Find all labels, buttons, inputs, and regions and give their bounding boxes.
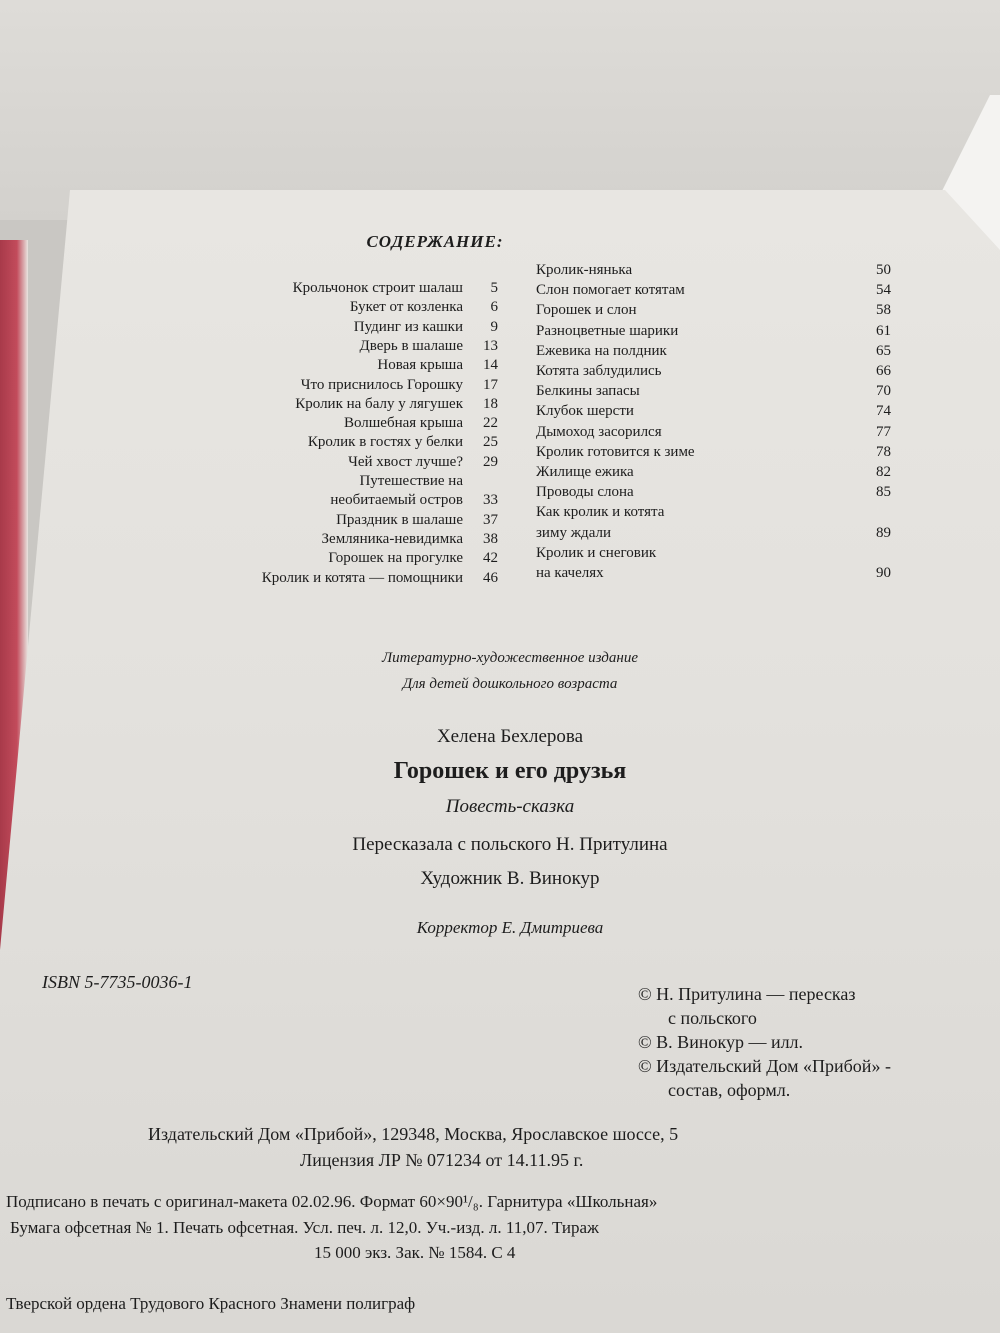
print-line-3: 15 000 экз. Зак. № 1584. С 4: [314, 1243, 516, 1262]
print-line-2: Бумага офсетная № 1. Печать офсетная. Усл. печ. л. 12,0. Уч.-изд. л. 11,07. Тираж: [10, 1218, 599, 1237]
toc-entry: [128, 396, 498, 416]
toc-entry-title: Букет от козленка: [349, 299, 463, 316]
toc-entry-title: Волшебная крыша: [343, 415, 463, 432]
toc-entry-page: 37: [483, 511, 498, 528]
toc-entry: [128, 434, 498, 454]
toc-entry: [536, 343, 891, 363]
toc-entry-title: Белкины запасы: [536, 383, 640, 400]
toc-entry-title: Праздник в шалаше: [336, 511, 463, 528]
toc-entry-title: Жилище ежика: [536, 464, 634, 480]
toc-entry: [536, 565, 891, 585]
toc-entry: [536, 424, 891, 444]
toc-entry-page: 38: [483, 530, 498, 547]
author: Хелена Бехлерова: [436, 726, 584, 747]
toc-entry-page: 33: [483, 492, 498, 509]
book-title: Горошек и его друзья: [393, 758, 627, 784]
toc-entry-page: 85: [876, 484, 891, 501]
toc-entry-title: Пудинг из кашки: [353, 318, 463, 335]
toc-entry-page: 66: [876, 363, 891, 379]
toc-entry: [536, 545, 891, 565]
copyright-line-3: © В. Винокур — илл.: [638, 1032, 804, 1052]
toc-entry-title: Дымоход засорился: [536, 423, 662, 440]
publisher: Издательский Дом «Прибой», 129348, Москва, Ярославское шоссе, 5: [148, 1124, 679, 1144]
toc-entry-title: Горошек и слон: [536, 302, 637, 319]
toc-entry-title: Земляника-невидимка: [321, 530, 463, 547]
toc-entry-page: 17: [483, 376, 498, 393]
toc-entry-title: Ежевика на полдник: [536, 342, 667, 359]
toc-entry: [128, 454, 498, 474]
toc-entry-page: 50: [876, 262, 891, 278]
toc-entry-page: 18: [483, 395, 498, 412]
toc-entry-page: 29: [483, 453, 498, 470]
license: Лицензия ЛР № 071234 от 14.11.95 г.: [300, 1150, 584, 1170]
corrector: Корректор Е. Дмитриева: [416, 918, 604, 937]
toc-entry: [128, 415, 498, 435]
genre: Повесть-сказка: [445, 796, 575, 817]
toc-entry: [536, 504, 891, 524]
toc-entry-page: 61: [876, 322, 891, 339]
toc-entry-title: Дверь в шалаше: [359, 337, 463, 354]
toc-entry-title: Проводы слона: [536, 484, 634, 501]
toc-entry-title: Клубок шерсти: [536, 403, 634, 420]
toc-entry-page: 70: [876, 383, 891, 400]
toc-entry-page: 6: [490, 299, 498, 316]
toc-entry: [536, 525, 891, 545]
toc-entry: [128, 319, 498, 339]
toc-entry-title: Кролик в гостях у белки: [307, 434, 463, 451]
toc-entry-title: Чей хвост лучше?: [348, 453, 463, 470]
toc-entry-page: 5: [490, 280, 498, 296]
toc-entry-title: Горошек на прогулке: [328, 550, 463, 567]
toc-entry-page: 22: [483, 415, 498, 432]
toc-entry-page: 82: [876, 464, 891, 480]
toc-entry-title: Путешествие на: [359, 473, 463, 489]
toc-entry: [128, 531, 498, 551]
toc-entry: [536, 464, 891, 484]
edition-type: Литературно-художественное издание: [382, 650, 638, 666]
toc-entry: [536, 323, 891, 343]
toc-title: СОДЕРЖАНИЕ:: [366, 232, 504, 251]
toc-entry: [536, 484, 891, 504]
toc-entry: [536, 363, 891, 383]
toc-entry-page: 42: [483, 550, 498, 567]
toc-entry-page: 65: [876, 342, 891, 359]
toc-entry-page: 46: [483, 569, 498, 586]
illustrator: Художник В. Винокур: [420, 868, 600, 889]
toc-entry-page: 78: [876, 443, 891, 460]
translator: Пересказала с польского Н. Притулина: [352, 834, 668, 855]
toc-entry-title: Кролик и котята — помощники: [261, 569, 463, 586]
toc-entry: [128, 550, 498, 570]
toc-entry-title: Крольчонок строит шалаш: [292, 280, 463, 296]
toc-entry-page: 25: [483, 434, 498, 451]
audience: Для детей дошкольного возраста: [402, 676, 618, 692]
toc-entry-page: 13: [483, 337, 498, 354]
toc-entry: [128, 338, 498, 358]
toc-entry: [128, 357, 498, 377]
toc-entry-title: необитаемый остров: [330, 492, 463, 509]
toc-entry: [536, 444, 891, 464]
toc-entry-page: 90: [876, 565, 891, 581]
toc-entry-title: Что приснилось Горошку: [300, 376, 463, 393]
isbn: ISBN 5-7735-0036-1: [42, 972, 193, 992]
toc-entry-title: Котята заблудились: [536, 363, 662, 379]
toc-entry: [536, 403, 891, 423]
table-surface: [0, 0, 1000, 220]
copyright-line-4: © Издательский Дом «Прибой» -: [638, 1056, 891, 1076]
toc-entry: [536, 282, 891, 302]
toc-entry-title: Кролик и снеговик: [536, 544, 657, 561]
toc-entry: [128, 280, 498, 300]
toc-entry: [128, 377, 498, 397]
copyright-line-5: состав, оформл.: [668, 1080, 791, 1100]
toc-entry-page: 14: [483, 357, 498, 374]
toc-entry-title: Кролик-нянька: [536, 262, 633, 278]
toc-entry-title: Слон помогает котятам: [536, 282, 685, 299]
copyright-line-2: с польского: [668, 1008, 757, 1028]
toc-entry-title: Кролик готовится к зиме: [536, 443, 695, 460]
toc-entry-title: Кролик на балу у лягушек: [295, 395, 463, 412]
toc-entry-title: зиму ждали: [536, 524, 611, 541]
copyright-line-1: © Н. Притулина — пересказ: [638, 984, 856, 1004]
toc-entry-page: 54: [876, 282, 891, 299]
print-line-1: Подписано в печать с оригинал-макета 02.02.96. Формат 60×90¹/₈. Гарнитура «Школьная»: [6, 1192, 658, 1211]
toc-entry-title: Разноцветные шарики: [536, 322, 679, 339]
toc-entry-title: на качелях: [536, 565, 604, 581]
toc-entry: [128, 299, 498, 319]
toc-entry: [536, 383, 891, 403]
toc-entry: [536, 302, 891, 322]
toc-entry-page: 77: [876, 423, 891, 440]
toc-entry-page: 89: [876, 524, 891, 541]
toc-entry-page: 58: [876, 302, 891, 319]
toc-entry-title: Новая крыша: [377, 357, 463, 374]
toc-entry-page: 74: [876, 403, 891, 420]
toc-entry-page: 9: [490, 318, 498, 335]
toc-entry: [128, 570, 498, 590]
print-line-4: Тверской ордена Трудового Красного Знамени полиграф: [6, 1294, 416, 1313]
toc-entry: [128, 492, 498, 512]
toc-entry: [536, 262, 891, 282]
toc-entry: [128, 473, 498, 493]
toc-entry: [128, 512, 498, 532]
toc-entry-title: Как кролик и котята: [536, 504, 665, 521]
